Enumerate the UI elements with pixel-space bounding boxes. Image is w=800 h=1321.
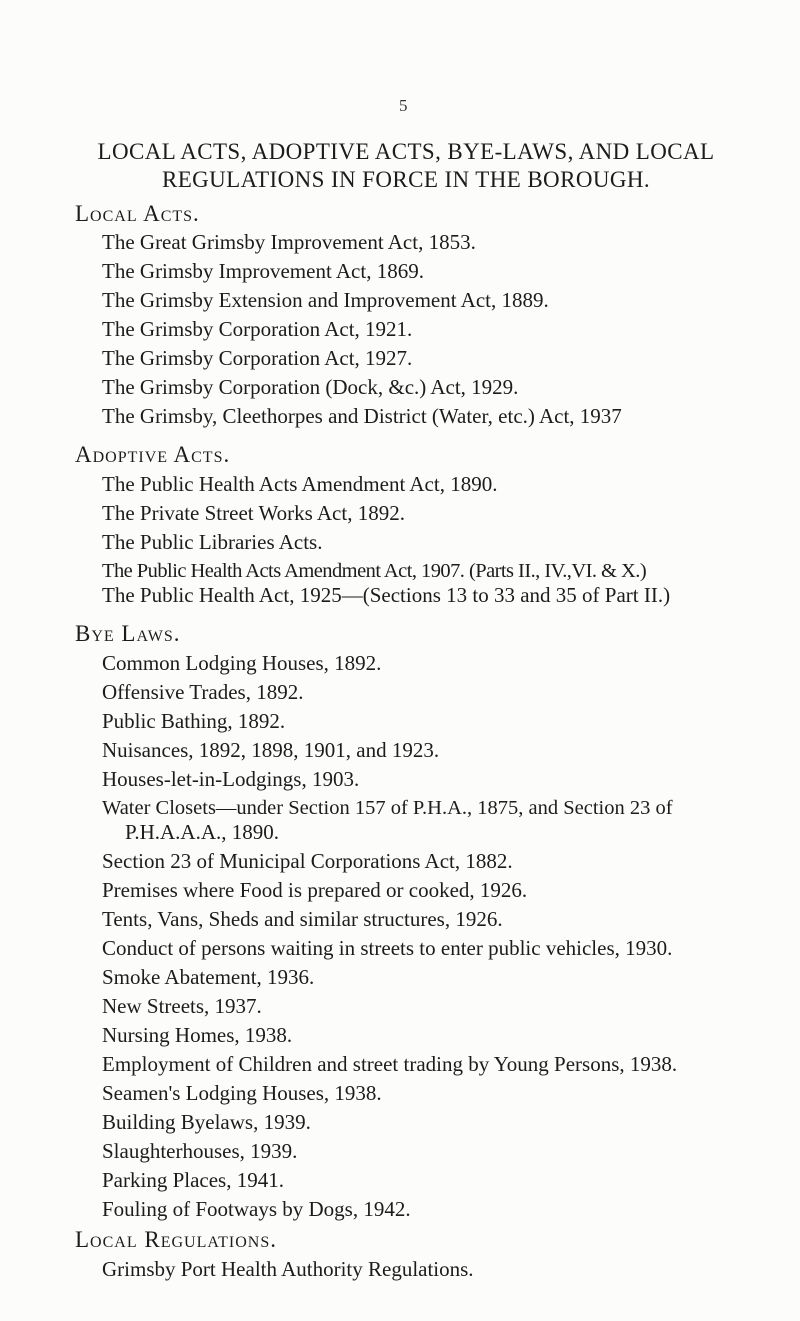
local-acts-heading: Local Acts. (75, 201, 200, 226)
bye-law-item-continuation: P.H.A.A.A., 1890. (125, 820, 280, 844)
adoptive-act-item: The Public Health Acts Amendment Act, 1907. (Parts II., IV.,VI. & X.) (102, 560, 647, 582)
bye-law-item: Fouling of Footways by Dogs, 1942. (102, 1197, 411, 1221)
adoptive-act-item: The Public Health Acts Amendment Act, 1890. (102, 472, 498, 496)
bye-law-item: Employment of Children and street trading by Young Persons, 1938. (102, 1052, 678, 1076)
local-act-item: The Grimsby Corporation (Dock, &c.) Act, 1929. (102, 375, 519, 399)
page-number: 5 (399, 96, 408, 115)
bye-law-item: Common Lodging Houses, 1892. (102, 651, 382, 675)
adoptive-acts-heading: Adoptive Acts. (75, 442, 231, 467)
local-regulations-heading: Local Regulations. (75, 1227, 277, 1252)
bye-law-item: Tents, Vans, Sheds and similar structures, 1926. (102, 907, 503, 931)
page-title (86, 138, 726, 194)
local-act-item: The Grimsby Improvement Act, 1869. (102, 259, 424, 283)
bye-law-item: Smoke Abatement, 1936. (102, 965, 315, 989)
local-act-item: The Grimsby Corporation Act, 1921. (102, 317, 413, 341)
bye-law-item: Offensive Trades, 1892. (102, 680, 304, 704)
adoptive-act-item: The Public Health Act, 1925—(Sections 13 to 33 and 35 of Part II.) (102, 583, 671, 607)
adoptive-act-item: The Private Street Works Act, 1892. (102, 501, 405, 525)
page-title-line-1: LOCAL ACTS, ADOPTIVE ACTS, BYE-LAWS, AND LOCAL (97, 139, 715, 164)
local-act-item: The Grimsby Extension and Improvement Act, 1889. (102, 288, 549, 312)
bye-law-item: Slaughterhouses, 1939. (102, 1139, 298, 1163)
bye-law-item: New Streets, 1937. (102, 994, 262, 1018)
bye-law-item: Public Bathing, 1892. (102, 709, 286, 733)
bye-law-item: Nursing Homes, 1938. (102, 1023, 293, 1047)
bye-law-item: Section 23 of Municipal Corporations Act, 1882. (102, 849, 513, 873)
local-regulation-item: Grimsby Port Health Authority Regulations. (102, 1257, 474, 1281)
bye-law-item: Nuisances, 1892, 1898, 1901, and 1923. (102, 738, 440, 762)
bye-law-item: Conduct of persons waiting in streets to enter public vehicles, 1930. (102, 936, 673, 960)
bye-law-item: Houses-let-in-Lodgings, 1903. (102, 767, 360, 791)
bye-law-item: Building Byelaws, 1939. (102, 1110, 311, 1134)
local-act-item: The Grimsby Corporation Act, 1927. (102, 346, 413, 370)
local-act-item: The Grimsby, Cleethorpes and District (Water, etc.) Act, 1937 (102, 404, 622, 428)
bye-laws-heading: Bye Laws. (75, 621, 181, 646)
bye-law-item: Premises where Food is prepared or cooked, 1926. (102, 878, 528, 902)
bye-law-item: Seamen's Lodging Houses, 1938. (102, 1081, 382, 1105)
page-title-line-2: REGULATIONS IN FORCE IN THE BOROUGH. (161, 167, 651, 192)
bye-law-item: Water Closets—under Section 157 of P.H.A., 1875, and Section 23 of (102, 797, 673, 819)
adoptive-act-item: The Public Libraries Acts. (102, 530, 323, 554)
local-act-item: The Great Grimsby Improvement Act, 1853. (102, 230, 476, 254)
bye-law-item: Parking Places, 1941. (102, 1168, 284, 1192)
